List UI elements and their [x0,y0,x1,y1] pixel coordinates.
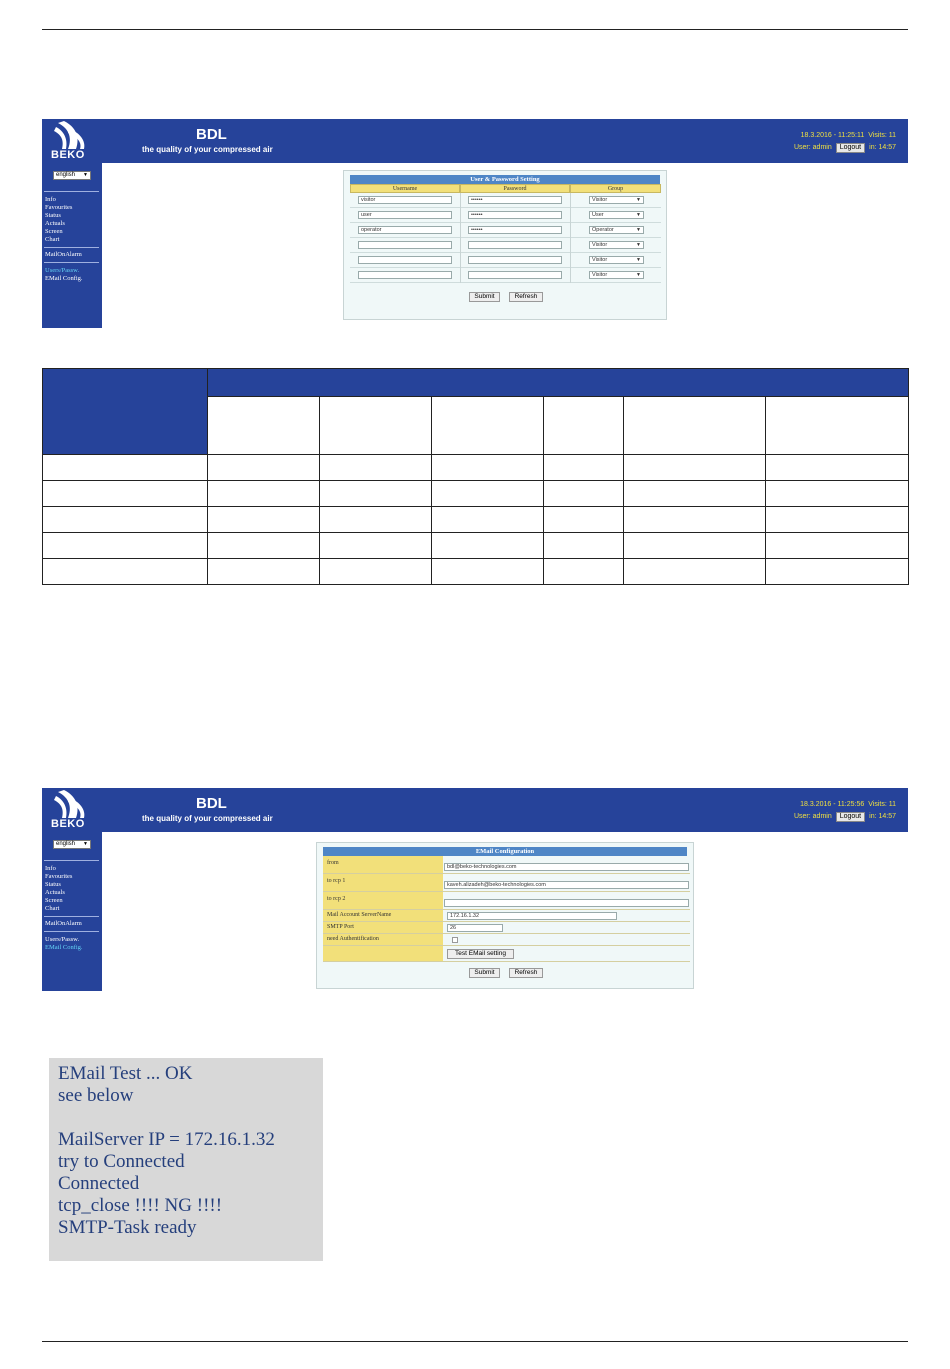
from-input[interactable]: bdl@beko-technologies.com [444,863,689,871]
server-row [323,910,690,922]
logo-text: BEKO [51,149,85,161]
session-timer: in: 14:57 [869,813,896,820]
table-cell [432,481,544,507]
email-config-screen [42,788,908,991]
username-input[interactable] [358,241,452,249]
table-cell [320,533,432,559]
rcp2-input[interactable] [444,899,689,907]
sidebar-nav-mail [45,920,82,928]
group-select[interactable]: Operator ▼ [589,226,644,234]
refresh-button[interactable]: Refresh [509,292,543,302]
language-select[interactable]: english ▼ [53,840,91,849]
table-header-cell [43,369,208,455]
sidebar-divider [44,247,99,248]
output-line: see below [58,1085,134,1106]
password-input[interactable] [468,271,562,279]
password-input[interactable] [468,241,562,249]
sidebar [42,832,102,991]
server-label: Mail Account ServerName [323,910,443,921]
sidebar-divider [44,860,99,861]
session-timer: in: 14:57 [869,144,896,151]
app-tagline: the quality of your compressed air [142,145,273,154]
table-cell [624,533,766,559]
chevron-down-icon: ▼ [636,242,641,248]
password-input[interactable]: •••••• [468,226,562,234]
username-input[interactable] [358,271,452,279]
column-divider [460,193,461,283]
table-cell [624,481,766,507]
group-select[interactable]: Visitor ▼ [589,271,644,279]
table-cell [624,455,766,481]
rcp1-label: to rcp 1 [323,874,443,891]
email-test-output [49,1058,323,1261]
password-input[interactable]: •••••• [468,211,562,219]
table-row [350,208,661,223]
sidebar-item-mailonalarm[interactable]: MailOnAlarm [45,920,82,927]
table-cell [208,507,320,533]
from-label: from [323,856,443,873]
user-password-panel [343,170,667,320]
table-cell [43,559,208,585]
group-select[interactable]: User ▼ [589,211,644,219]
table-cell [544,559,624,585]
logout-button[interactable]: Logout [836,143,865,153]
auth-label: need Authentification [323,934,443,945]
submit-button[interactable]: Submit [469,968,500,978]
table-cell [766,559,909,585]
sidebar-item-users[interactable]: Users/Passw. [45,267,80,274]
table-cell [43,533,208,559]
table-cell [624,559,766,585]
group-select[interactable]: Visitor ▼ [589,241,644,249]
table-row [350,238,661,253]
sidebar-item-screen[interactable]: Screen [45,897,63,904]
refresh-button[interactable]: Refresh [509,968,543,978]
username-input[interactable]: operator [358,226,452,234]
table-row [43,559,909,585]
visits-count: Visits: 11 [868,801,896,808]
empty-grid-table [42,368,909,585]
app-header [42,119,908,163]
table-row [43,481,909,507]
app-title: BDL [196,126,227,143]
table-cell [320,455,432,481]
table-row [350,268,661,283]
column-header: Username [350,184,460,193]
output-line: tcp_close !!!! NG !!!! [58,1195,223,1216]
table-cell [320,481,432,507]
submit-button[interactable]: Submit [469,292,500,302]
table-cell [624,397,766,455]
users-passwords-screen [42,119,908,328]
table-cell [432,397,544,455]
table-cell [544,481,624,507]
table-header-cell [208,369,909,397]
sidebar-item-status[interactable]: Status [45,881,61,888]
panel-title: EMail Configuration [323,847,687,856]
column-header: Password [460,184,570,193]
auth-checkbox[interactable] [452,937,458,943]
table-cell [320,559,432,585]
rcp1-row [323,874,690,892]
sidebar-item-email-config[interactable]: EMail Config. [45,275,83,282]
table-cell [320,507,432,533]
rcp2-label: to rcp 2 [323,892,443,909]
user-label: User: admin [793,144,832,151]
table-cell [432,507,544,533]
table-cell [208,559,320,585]
table-cell [208,481,320,507]
sidebar-divider [44,916,99,917]
output-line: SMTP-Task ready [58,1217,197,1238]
sidebar-divider [44,931,99,932]
session-info [794,130,896,154]
output-line: Connected [58,1173,140,1194]
sidebar [42,163,102,328]
table-cell [544,397,624,455]
username-input[interactable] [358,256,452,264]
table-cell [432,455,544,481]
port-input[interactable]: 26 [447,924,503,932]
table-cell [544,533,624,559]
sidebar-item-status[interactable]: Status [45,212,61,219]
sidebar-item-favourites[interactable]: Favourites [45,873,73,880]
sidebar-item-email-config[interactable]: EMail Config. [45,944,83,951]
panel-title: User & Password Setting [350,175,660,184]
table-cell [208,533,320,559]
table-header-row [43,369,909,397]
sidebar-nav [45,196,72,244]
chevron-down-icon: ▼ [636,197,641,203]
password-input[interactable]: •••••• [468,196,562,204]
rcp1-input[interactable]: kaveh.alizadeh@beko-technologies.com [444,881,689,889]
user-label: User: admin [793,813,832,820]
column-divider [570,193,571,283]
username-input[interactable]: user [358,211,452,219]
table-cell [43,481,208,507]
top-rule [42,29,908,30]
group-select[interactable]: Visitor ▼ [589,196,644,204]
sidebar-item-chart[interactable]: Chart [45,905,60,912]
table-row [350,193,661,208]
table-cell [766,455,909,481]
test-email-button[interactable]: Test EMail setting [447,949,514,959]
table-cell [766,397,909,455]
table-cell [544,455,624,481]
table-cell [766,533,909,559]
table-row [43,455,909,481]
sidebar-item-info[interactable]: Info [45,196,56,203]
sidebar-nav-config [45,267,83,283]
datetime: 18.3.2016 - 11:25:11 [800,132,865,139]
sidebar-item-actuals[interactable]: Actuals [45,889,65,896]
server-input[interactable]: 172.16.1.32 [447,912,617,920]
test-row [323,946,690,962]
username-input[interactable]: visitor [358,196,452,204]
chevron-down-icon: ▼ [636,257,641,263]
column-header: Group [570,184,661,193]
table-cell [544,507,624,533]
output-line: EMail Test ... OK [58,1063,193,1084]
table-cell [320,397,432,455]
logo-text: BEKO [51,818,85,830]
chevron-down-icon: ▼ [636,227,641,233]
sidebar-nav [45,865,72,913]
password-input[interactable] [468,256,562,264]
bottom-rule [42,1341,908,1342]
sidebar-nav-mail [45,251,82,259]
sidebar-item-users[interactable]: Users/Passw. [45,936,80,943]
output-line [58,1107,314,1129]
sidebar-item-actuals[interactable]: Actuals [45,220,65,227]
session-info [794,799,896,823]
table-row [43,533,909,559]
email-config-panel [316,842,694,989]
visits-count: Visits: 11 [868,132,896,139]
port-label: SMTP Port [323,922,443,933]
chevron-down-icon: ▼ [636,212,641,218]
auth-row [323,934,690,946]
chevron-down-icon: ▼ [83,841,88,847]
test-label-cell [323,946,443,961]
sidebar-divider [44,262,99,263]
app-title: BDL [196,795,227,812]
sidebar-item-favourites[interactable]: Favourites [45,204,73,211]
table-cell [43,507,208,533]
table-cell [208,397,320,455]
table-cell [432,559,544,585]
from-row [323,856,690,874]
table-cell [766,507,909,533]
chevron-down-icon: ▼ [636,272,641,278]
group-select[interactable]: Visitor ▼ [589,256,644,264]
table-row [350,223,661,238]
rcp2-row [323,892,690,910]
sidebar-divider [44,191,99,192]
sidebar-item-chart[interactable]: Chart [45,236,60,243]
sidebar-item-screen[interactable]: Screen [45,228,63,235]
table-cell [432,533,544,559]
sidebar-item-info[interactable]: Info [45,865,56,872]
sidebar-nav-config [45,936,83,952]
table-cell [43,455,208,481]
table-cell [624,507,766,533]
sidebar-item-mailonalarm[interactable]: MailOnAlarm [45,251,82,258]
logout-button[interactable]: Logout [836,812,865,822]
chevron-down-icon: ▼ [83,172,88,178]
port-row [323,922,690,934]
app-header [42,788,908,832]
table-row [350,253,661,268]
table-row [43,507,909,533]
table-cell [766,481,909,507]
output-line: MailServer IP = 172.16.1.32 [58,1129,275,1150]
language-select[interactable]: english ▼ [53,171,91,180]
datetime: 18.3.2016 - 11:25:56 [800,801,865,808]
output-line: try to Connected [58,1151,185,1172]
app-tagline: the quality of your compressed air [142,814,273,823]
table-cell [208,455,320,481]
